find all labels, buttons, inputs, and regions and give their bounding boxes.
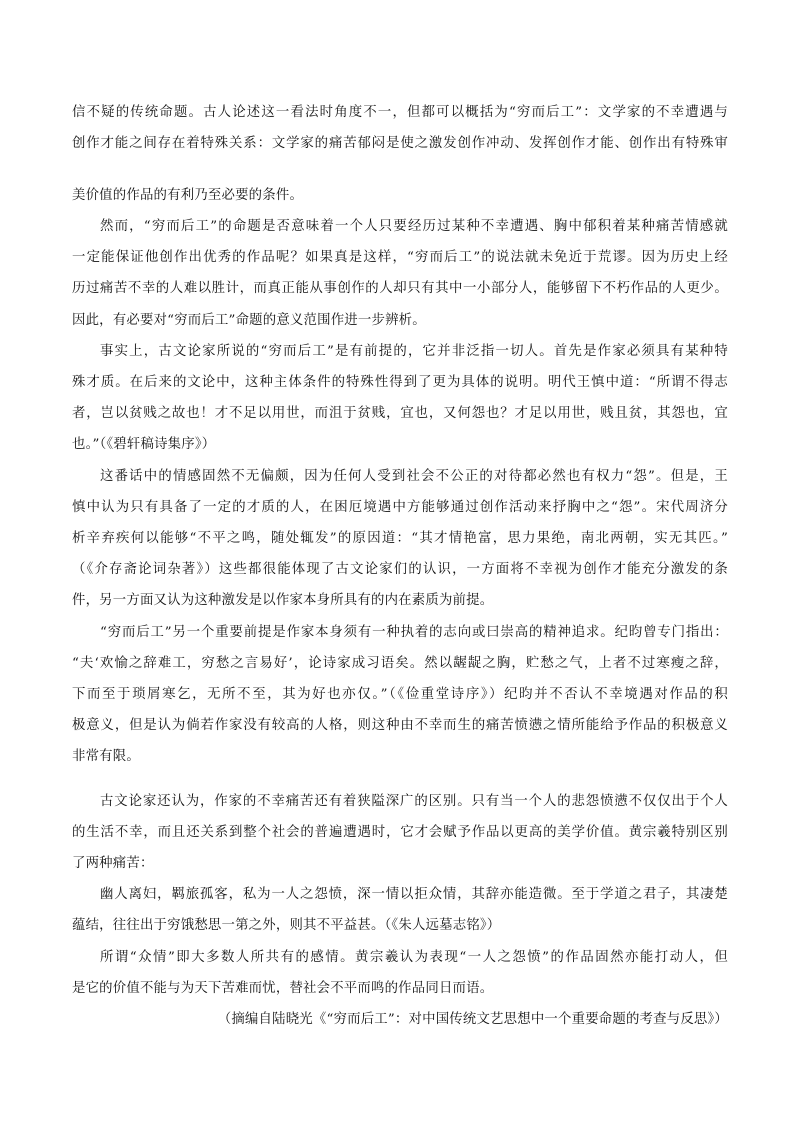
text-line: 极意义，但是认为倘若作家没有较高的人格，则这种由不幸而生的痛苦愤懑之情所能给予作品的积极意义 bbox=[72, 718, 728, 733]
text-line: 析辛弃疾何以能够“不平之鸣，随处辄发”的原因道：“其才情艳富，思力果绝，南北两朝，实无其匹。” bbox=[72, 531, 728, 546]
text-line: 殊才质。在后来的文论中，这种主体条件的特殊性得到了更为具体的说明。明代王慎中道：“所谓不得志 bbox=[72, 375, 728, 390]
text-line: 信不疑的传统命题。古人论述这一看法时角度不一，但都可以概括为“穷而后工”：文学家的不幸遭遇与 bbox=[72, 105, 728, 120]
text-line: 一定能保证他创作出优秀的作品呢？如果真是这样，“穷而后工”的说法就未免近于荒谬。因为历史上经 bbox=[72, 250, 728, 265]
text-line: 者，岂以贫贱之故也！才不足以用世，而沮于贫贱，宜也，又何怨也？才足以用世，贱且贫，其怨也，宜 bbox=[72, 406, 728, 421]
text-line: 这番话中的情感固然不无偏颇，因为任何人受到社会不公正的对待都必然也有权力“怨”。但是，王 bbox=[100, 469, 728, 484]
text-line: 的生活不幸，而且还关系到整个社会的普遍遭遇时，它才会赋予作品以更高的美学价值。黄宗羲特别区别 bbox=[72, 825, 728, 840]
text-line: 了两种痛苦： bbox=[72, 856, 154, 871]
text-line: 美价值的作品的有利乃至必要的条件。 bbox=[72, 188, 304, 203]
text-line: （《介存斋论词杂著》）这些都很能体现了古文论家们的认识，一方面将不幸视为创作才能充分激发的条 bbox=[72, 562, 728, 577]
text-line: 是它的价值不能与为天下苦难而忧，替社会不平而鸣的作品同日而语。 bbox=[72, 981, 494, 996]
text-line: 因此，有必要对“穷而后工”命题的意义范围作进一步辨析。 bbox=[72, 313, 426, 328]
text-line: 事实上，古文论家所说的“穷而后工”是有前提的，它并非泛指一切人。首先是作家必须具有某种特 bbox=[100, 344, 728, 359]
text-line: 历过痛苦不幸的人难以胜计，而真正能从事创作的人却只有其中一小部分人，能够留下不朽作品的人更少。 bbox=[72, 281, 728, 296]
text-line: 慎中认为只有具备了一定的才质的人，在困厄境遇中方能够通过创作活动来抒胸中之“怨”。宋代周济分 bbox=[72, 500, 728, 515]
text-line: 件，另一方面又认为这种激发是以作家本身所具有的内在素质为前提。 bbox=[72, 593, 494, 608]
text-line: 也。”（《碧轩稿诗集序》） bbox=[72, 437, 216, 452]
text-line: 非常有限。 bbox=[72, 749, 140, 764]
text-line: 创作才能之间存在着特殊关系：文学家的痛苦郁闷是使之激发创作冲动、发挥创作才能、创作出有特殊审 bbox=[72, 136, 728, 151]
text-line: “穷而后工”另一个重要前提是作家本身须有一种执着的志向或曰崇高的精神追求。纪昀曾专门指出： bbox=[100, 625, 728, 640]
text-line: 然而，“穷而后工”的命题是否意味着一个人只要经历过某种不幸遭遇、胸中郁积着某种痛苦情感就 bbox=[100, 219, 728, 234]
text-line: 古文论家还认为，作家的不幸痛苦还有着狭隘深广的区别。只有当一个人的悲怨愤懑不仅仅出于个人 bbox=[100, 794, 728, 809]
source-citation: （摘编自陆晓光《“穷而后工”：对中国传统文艺思想中一个重要命题的考查与反思》） bbox=[217, 1012, 728, 1027]
text-line: 下而至于琐屑寒乞，无所不至，其为好也亦仅。”（《俭重堂诗序》）纪昀并不否认不幸境遇对作品的积 bbox=[72, 687, 728, 702]
quote-line: 幽人离妇，羁旅孤客，私为一人之怨愤，深一情以拒众情，其辞亦能造微。至于学道之君子，其凄楚 bbox=[100, 887, 728, 902]
text-line: “夫‘欢愉之辞难工，穷愁之言易好’，论诗家成习语矣。然以龌龊之胸，贮愁之气，上者不过寒瘦之辞， bbox=[72, 656, 728, 671]
quote-line: 蕴结，往往出于穷饿愁思一第之外，则其不平益甚。（《朱人远墓志铭》） bbox=[72, 918, 501, 933]
text-line: 所谓“众情”即大多数人所共有的感情。黄宗羲认为表现“一人之怨愤”的作品固然亦能打动人，但 bbox=[100, 950, 728, 965]
